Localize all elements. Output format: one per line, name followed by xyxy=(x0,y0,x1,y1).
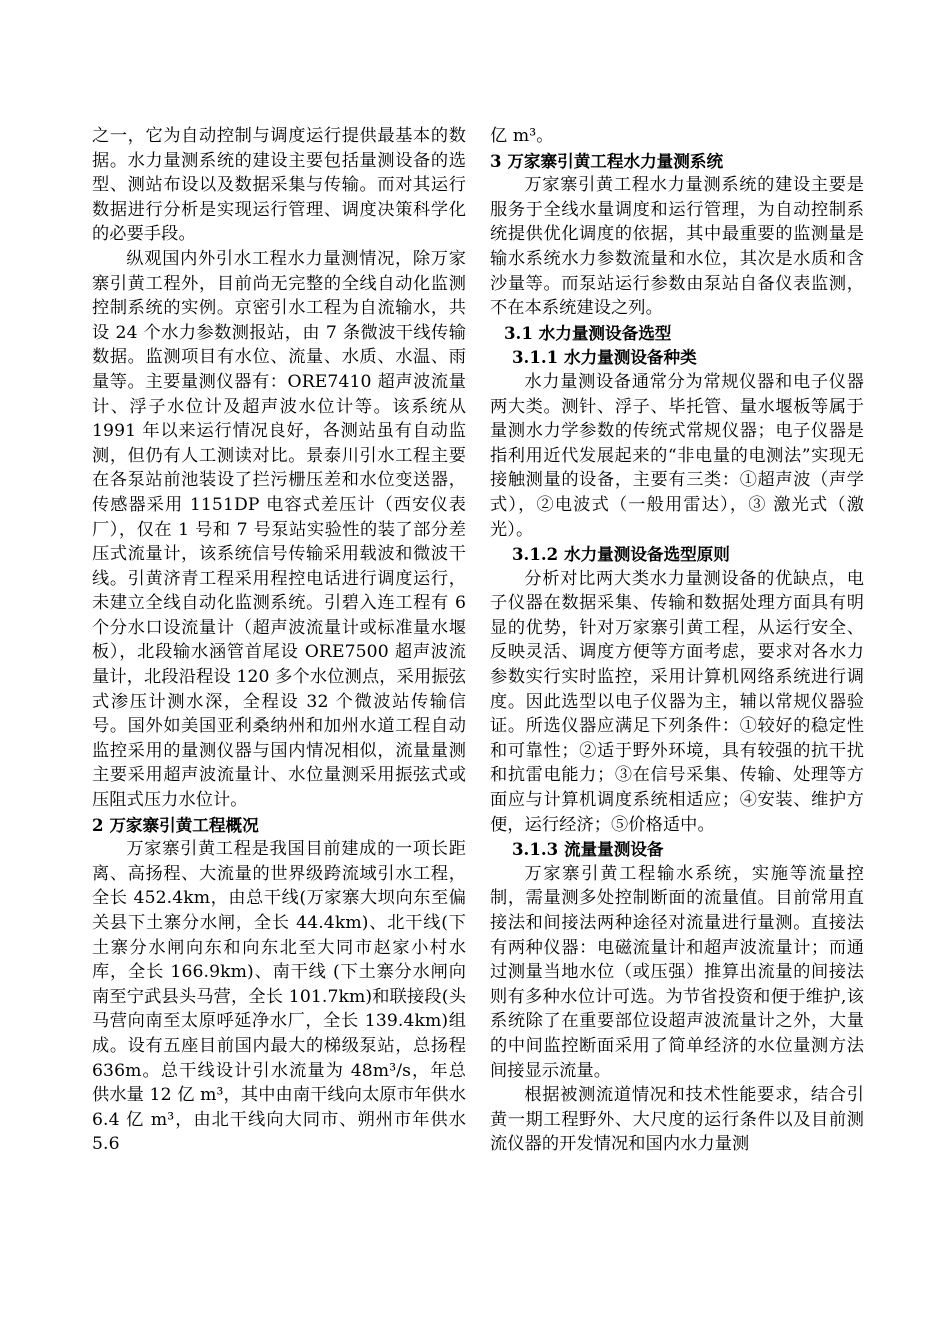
paragraph: 之一，它为自动控制与调度运行提供最基本的数据。水力量测系统的建设主要包括量测设备的选型、测站布设以及数据采集与传输。而对其运行数据进行分析是实现运行管理、调度决策科学化的必要手段。 xyxy=(92,126,466,245)
paragraph: 分析对比两大类水力量测设备的优缺点，电子仪器在数据采集、传输和数据处理方面具有明显的优势，针对万家寨引黄工程，从运行安全、反映灵活、调度方便等方面考虑，要求对各水力参数实行实时监控，采用计算机网络系统进行调度。因此选型以电子仪器为主，辅以常规仪器验证。所选仪器应满足下列条件：①较好的稳定性和可靠性；②适于野外环境，具有较强的抗干扰和抗雷电能力；③在信号采集、传输、处理等方面应与计算机调度系统相适应；④安装、维护方便，运行经济；⑤价格适中。 xyxy=(490,568,864,835)
section-heading: 2 万家寨引黄工程概况 xyxy=(92,814,259,835)
subsubsection-heading: 3.1.2 水力量测设备选型原则 xyxy=(512,544,730,565)
paragraph: 亿 m³。 xyxy=(490,126,554,146)
paragraph: 万家寨引黄工程水力量测系统的建设主要是服务于全线水量调度和运行管理，为自动控制系统提供优化调度的依据，其中最重要的监测量是输水系统水力参数流量和水位，其次是水质和含沙量等。而泵站运行参数由泵站自备仪表监测，不在本系统建设之列。 xyxy=(490,175,864,319)
paragraph: 万家寨引黄工程是我国目前建成的一项长距离、高扬程、大流量的世界级跨流域引水工程，全长 452.4km，由总干线(万家寨大坝向东至偏关县下土寨分水闸，全长 44.4km)、北干线(下土寨分水闸向东和向东北至大同市赵家小村水库，全长 166.9km)、南干线 (下土寨分水闸向南至宁武县头马营，全长 101.7km)和联接段(头马营向南至太原呼延净水厂，全长 139.4km)组成。设有五座目前国内最大的梯级泵站，总扬程 636m。总干线设计引水流量为 48m³/s，年总供水量 12 亿 m³，其中由南干线向太原市年供水 6.4 亿 m³，由北干线向大同市、朔州市年供水 5.6 xyxy=(92,839,466,1155)
paragraph: 纵观国内外引水工程水力量测情况，除万家寨引黄工程外，目前尚无完整的全线自动化监测控制系统的实例。京密引水工程为自流输水，共设 24 个水力参数测报站，由 7 条微波干线传输数据。监测项目有水位、流量、水质、水温、雨量等。主要量测仪器有：ORE7410 超声波流量计、浮子水位计及超声波水位计等。该系统从 1991 年以来运行情况良好，各测站虽有自动监测，但仍有人工测读对比。景泰川引水工程主要在各泵站前池装设了拦污栅压差和水位变送器，传感器采用 1151DP 电容式差压计（西安仪表厂），仅在 1 号和 7 号泵站实验性的装了部分差压式流量计，该系统信号传输采用载波和微波干线。引黄济青工程采用程控电话进行调度运行， 未建立全线自动化监测系统。引碧入连工程有 6 个分水口设流量计（超声波流量计或标准量水堰板），北段输水涵管首尾设 ORE7500 超声波流量计，北段沿程设 120 多个水位测点，采用振弦式渗压计测水深，全程设 32 个微波站传输信号。国外如美国亚利桑纳州和加州水道工程自动监控采用的量测仪器与国内情况相似，流量量测主要采用超声波流量计、水位量测采用振弦式或压阻式压力水位计。 xyxy=(92,248,466,811)
subsubsection-heading: 3.1.1 水力量测设备种类 xyxy=(512,347,697,368)
paragraph: 根据被测流道情况和技术性能要求，结合引黄一期工程野外、大尺度的运行条件以及目前测流仪器的开发情况和国内水力量测 xyxy=(490,1085,864,1155)
left-column xyxy=(92,124,466,1157)
paragraph: 万家寨引黄工程输水系统，实施等流量控制，需量测多处控制断面的流量值。目前常用直接法和间接法两种途径对流量进行量测。直接法有两种仪器：电磁流量计和超声波流量计；而通过测量当地水位（或压强）推算出流量的间接法则有多种水位计可选。为节省投资和便于维护,该系统除了在重要部位设超声波流量计之外，大量的中间监控断面采用了简单经济的水位量测方法间接显示流量。 xyxy=(490,863,864,1081)
paragraph: 水力量测设备通常分为常规仪器和电子仪器两大类。测针、浮子、毕托管、量水堰板等属于量测水力学参数的传统式常规仪器；电子仪器是指利用近代发展起来的“非电量的电测法”实现无接触测量的设备，主要有三类：①超声波（声学式），②电波式（一般用雷达），③ 激光式（激光）。 xyxy=(490,371,864,540)
subsection-heading: 3.1 水力量测设备选型 xyxy=(504,322,672,343)
section-heading: 3 万家寨引黄工程水力量测系统 xyxy=(490,150,724,171)
subsubsection-heading: 3.1.3 流量量测设备 xyxy=(512,839,664,860)
right-column xyxy=(490,124,864,1157)
